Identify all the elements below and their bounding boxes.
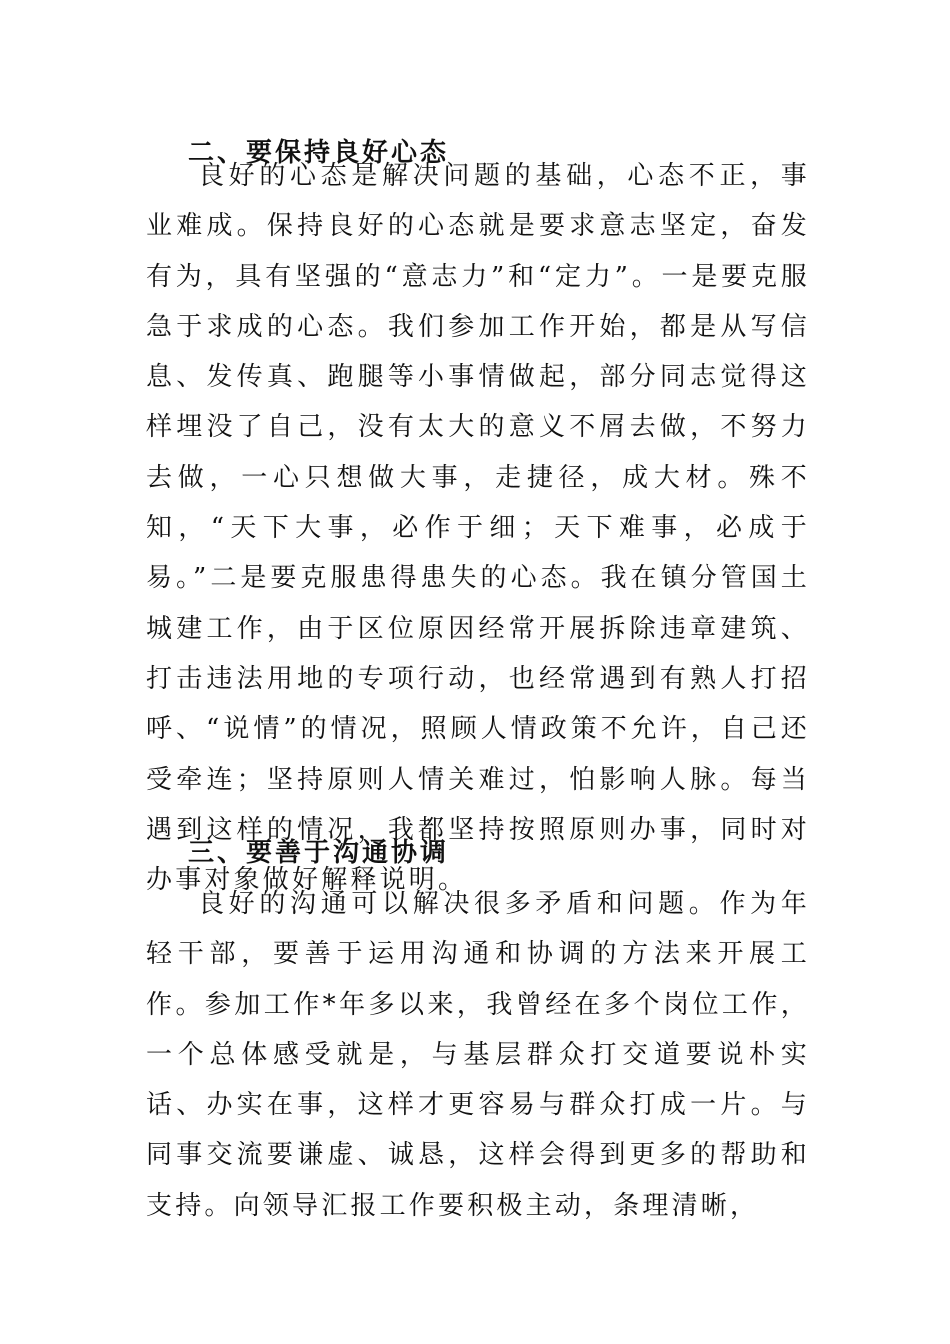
section-heading-attitude: 二、要保持良好心态 — [188, 138, 450, 168]
paragraph-attitude-text: 良好的心态是解决问题的基础，心态不正，事业难成。保持良好的心态就是要求意志坚定，奋发有为，具有坚强的“意志力”和“定力”。一是要克服急于求成的心态。我们参加工作开始，都是从写信息、发传真、跑腿等小事情做起，部分同志觉得这样埋没了自己，没有太大的意义不屑去做，不努力去做，一心只想做大事，走捷径，成大材。殊不知，“天下大事，必作于细；天下难事，必成于易。”二是要克服患得患失的心态。我在镇分管国土城建工作，由于区位原因经常开展拆除违章建筑、打击违法用地的专项行动，也经常遇到有熟人打招呼、“说情”的情况，照顾人情政策不允许，自己还受牵连；坚持原则人情关难过，怕影响人脉。每当遇到这样的情况，我都坚持按照原则办事，同时对办事对象做好解释说明。 — [146, 161, 810, 896]
paragraph-communication — [146, 879, 810, 1231]
paragraph-communication-text: 良好的沟通可以解决很多矛盾和问题。作为年轻干部，要善于运用沟通和协调的方法来开展工作。参加工作*年多以来，我曾经在多个岗位工作，一个总体感受就是，与基层群众打交道要说朴实话、办实在事，这样才更容易与群众打成一片。与同事交流要谦虚、诚恳，这样会得到更多的帮助和支持。向领导汇报工作要积极主动，条理清晰， — [146, 889, 810, 1221]
section-heading-communication: 三、要善于沟通协调 — [188, 838, 450, 868]
paragraph-attitude — [146, 151, 810, 905]
